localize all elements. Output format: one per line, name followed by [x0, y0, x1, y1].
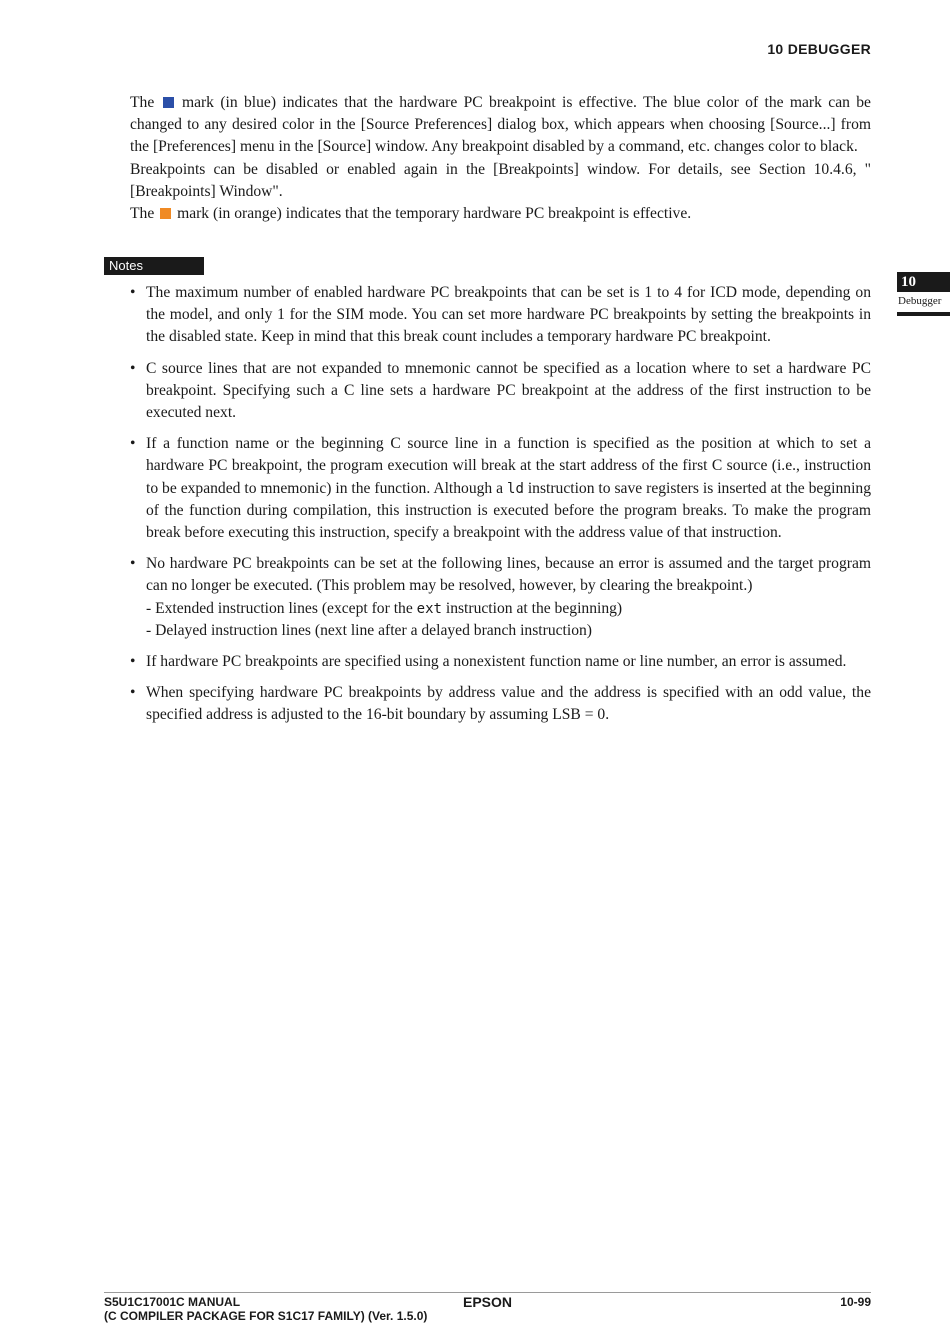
intro-p3-before: The — [130, 205, 155, 223]
note-text-after: instruction to save registers is inserted at the beginning of the function during compilation, this instruction is executed before the program breaks. To make the program break before executing this instruction, specify a breakpoint with the address value of that instruction. — [146, 479, 872, 542]
chapter-tab — [897, 272, 950, 316]
note-text: C source lines that are not expanded to mnemonic cannot be specified as a location where to set a hardware PC breakpoint. Specifying such a C line sets a hardware PC breakpoint at the address of the first instruction to be executed next. — [146, 359, 871, 422]
note-item — [130, 651, 871, 673]
inline-code-ld: ld — [507, 480, 524, 497]
note-text: If hardware PC breakpoints are specified using a nonexistent function name or line number, an error is assumed. — [146, 653, 847, 671]
bullet-icon: • — [130, 653, 136, 671]
intro-p1-before: The — [130, 94, 155, 111]
sub-item-before: - Extended instruction lines (except for the — [146, 599, 413, 617]
note-item — [130, 358, 871, 425]
blue-breakpoint-mark-icon — [163, 97, 174, 108]
note-text: The maximum number of enabled hardware PC breakpoints that can be set is 1 to 4 for ICD mode, depending on the model, and only 1 for the SIM mode. You can set more hardware PC breakpoints by setting the breakpoints in the disabled state. Keep in mind that this break count includes a temporary hardware PC breakpoint. — [146, 284, 871, 346]
note-item — [130, 433, 871, 544]
bullet-icon: • — [130, 284, 136, 301]
page-header-section-title: 10 DEBUGGER — [767, 41, 871, 57]
note-item — [130, 282, 871, 349]
intro-text — [130, 92, 871, 225]
note-text: No hardware PC breakpoints can be set at the following lines, because an error is assumed and the target program can no longer be executed. (This problem may be resolved, however, by clearing the breakpoint.) — [146, 555, 871, 595]
orange-breakpoint-mark-icon — [160, 208, 171, 219]
footer-manual-title — [104, 1295, 427, 1323]
note-text: When specifying hardware PC breakpoints by address value and the address is specified with an odd value, the specified address is adjusted to the 16-bit boundary by assuming LSB = 0. — [146, 684, 871, 724]
chapter-tab-label: Debugger — [897, 292, 950, 316]
inline-code-ext: ext — [416, 600, 442, 617]
intro-paragraph-blue-mark — [130, 92, 871, 159]
intro-p1-after: mark (in blue) indicates that the hardware PC breakpoint is effective. The blue color of the mark can be changed to any desired color in the [Source Preferences] dialog box, which appears when choosing [Source...] from the [Preferences] menu in the [Source] window. Any breakpoint disabled by a command, etc. changes color to black. — [130, 94, 871, 156]
note-text-before: If a function name or the beginning C source line in a function is specified as the position at which to set a hardware PC breakpoint, the program execution will break at the start address of the first C source (i.e., instruction to be expanded to mnemonic) in the function. Although a — [146, 435, 871, 497]
footer-manual-line2: (C COMPILER PACKAGE FOR S1C17 FAMILY) (Ver. 1.5.0) — [104, 1309, 428, 1323]
footer-brand: EPSON — [463, 1294, 513, 1310]
intro-p3-after: mark (in orange) indicates that the temporary hardware PC breakpoint is effective. — [177, 205, 692, 223]
bullet-icon: • — [130, 555, 136, 573]
note-item — [130, 553, 871, 642]
bullet-icon: • — [130, 684, 136, 702]
intro-paragraph-breakpoints-window: Breakpoints can be disabled or enabled again in the [Breakpoints] window. For details, see Section 10.4.6, "[Breakpoints] Window". — [130, 160, 871, 200]
sub-item-after: instruction at the beginning) — [445, 599, 623, 617]
bullet-icon: • — [130, 435, 136, 453]
note-item — [130, 682, 871, 726]
notes-label: Notes — [104, 257, 204, 275]
bullet-icon: • — [130, 359, 136, 377]
sub-item-extended-instruction — [146, 598, 871, 620]
chapter-tab-number: 10 — [897, 272, 950, 292]
footer-page-number: 10-99 — [840, 1295, 871, 1309]
footer-manual-line1: S5U1C17001C MANUAL — [104, 1295, 241, 1309]
notes-list — [130, 282, 871, 736]
intro-paragraph-orange-mark — [130, 203, 871, 225]
sub-item-delayed-instruction: - Delayed instruction lines (next line after a delayed branch instruction) — [146, 621, 592, 639]
footer-divider — [104, 1292, 871, 1293]
